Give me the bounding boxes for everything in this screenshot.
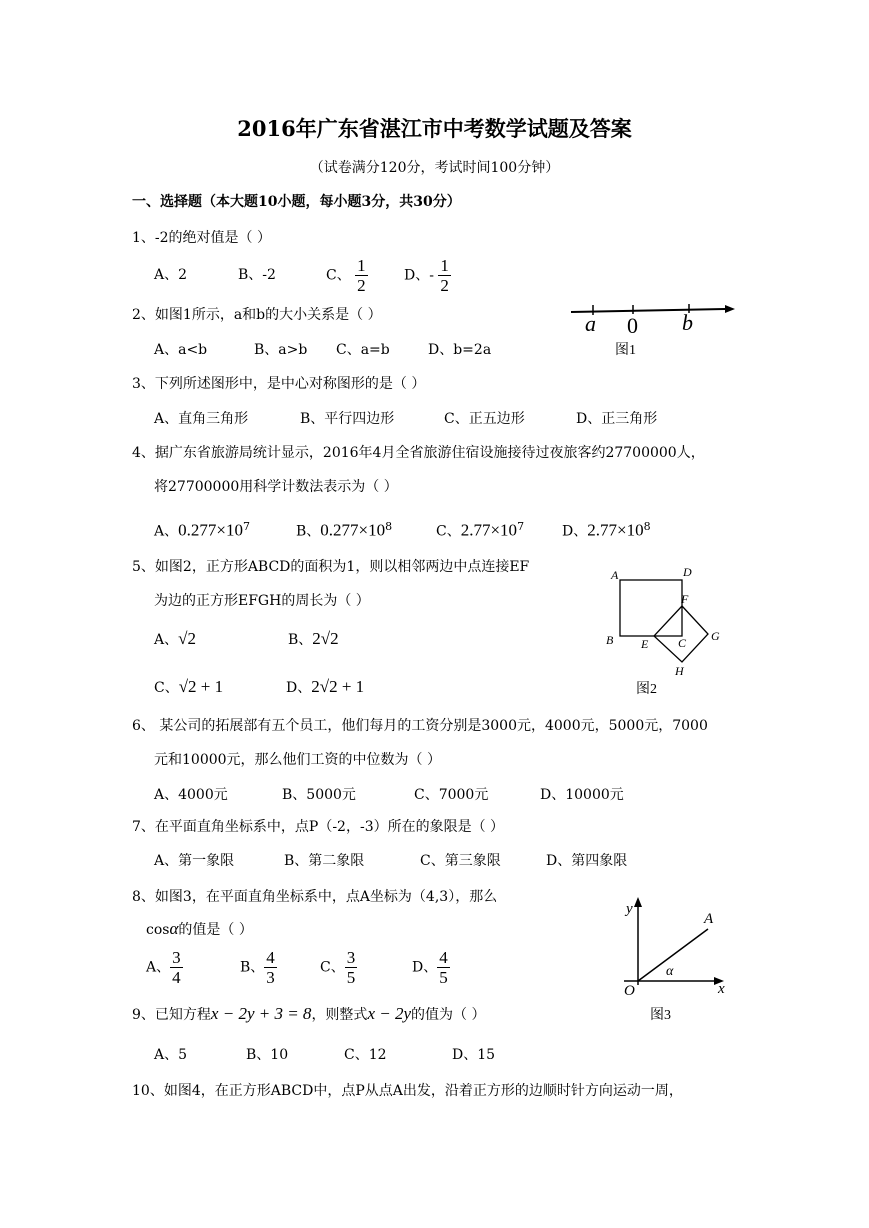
q7-option-a: A、第一象限 xyxy=(154,853,235,869)
q5-option-a: A、√2 xyxy=(154,629,196,648)
fig2-label-E: E xyxy=(641,637,649,651)
q6-option-a: A、4000元 xyxy=(154,787,228,803)
question-9-stem: 9、已知方程x − 2y + 3 = 8，则整式x − 2y的值为（ ） xyxy=(132,1004,486,1023)
q8-option-a: A、 $\frac{3}{4}$ xyxy=(146,948,181,987)
question-3-stem: 3、下列所述图形中，是中心对称图形的是（ ） xyxy=(132,376,426,392)
section-heading: 一、选择题（本大题10小题，每小题3分，共30分） xyxy=(132,194,461,210)
q1-c-label: C、 xyxy=(326,267,351,284)
q6-option-b: B、5000元 xyxy=(282,787,356,803)
fig1-label-a: a xyxy=(585,311,596,336)
fig2-label-H: H xyxy=(675,664,684,678)
q8-option-b: B、 $\frac{4}{3}$ xyxy=(240,948,275,987)
q2-option-d: D、b=2a xyxy=(428,342,492,358)
figure-2-squares xyxy=(600,562,730,702)
question-5-stem-line2: 为边的正方形EFGH的周长为（ ） xyxy=(154,593,370,609)
q1-option-c xyxy=(326,256,368,295)
fig2-label-C: C xyxy=(678,636,687,650)
figure-3-coordinate-plane xyxy=(612,893,742,1028)
q4-option-d: D、$2.77\times 10^8$ xyxy=(562,520,651,540)
q2-option-a: A、a<b xyxy=(154,342,208,358)
question-8-stem-line1: 8、如图3，在平面直角坐标系中，点A坐标为（4,3），那么 xyxy=(132,889,498,905)
fig3-label-O: O xyxy=(624,983,635,999)
question-4-stem-line2: 将27700000用科学计数法表示为（ ） xyxy=(154,479,398,495)
q1-c-fraction: $\frac{1}{2}$ xyxy=(357,256,366,295)
q3-option-d: D、正三角形 xyxy=(576,411,658,427)
q1-d-fraction: $\frac{1}{2}$ xyxy=(440,256,449,295)
q1-option-d xyxy=(404,256,451,295)
fig2-caption: 图2 xyxy=(636,682,657,697)
fig2-label-A: A xyxy=(611,568,619,582)
question-1-stem: 1、-2的绝对值是（ ） xyxy=(132,230,271,246)
q6-option-d: D、10000元 xyxy=(540,787,624,803)
q7-option-d: D、第四象限 xyxy=(546,853,628,869)
fig2-label-F: F xyxy=(681,592,689,606)
q2-option-c: C、a=b xyxy=(336,342,390,358)
q9-option-b: B、10 xyxy=(246,1047,289,1063)
fig3-label-x: x xyxy=(718,981,725,997)
q2-option-b: B、a>b xyxy=(254,342,308,358)
question-4-stem-line1: 4、据广东省旅游局统计显示，2016年4月全省旅游住宿设施接待过夜旅客约27700000人， xyxy=(132,445,705,461)
q4-option-a: A、$0.277\times 10^7$ xyxy=(154,520,250,540)
q8-option-c: C、 $\frac{3}{5}$ xyxy=(320,948,356,987)
q5-option-b: B、2√2 xyxy=(288,629,339,648)
q1-d-label: D、- xyxy=(404,267,434,284)
exam-info: （试卷满分120分，考试时间100分钟） xyxy=(309,160,560,176)
q9-option-d: D、15 xyxy=(452,1047,496,1063)
fig3-label-A: A xyxy=(704,911,714,927)
fig3-caption: 图3 xyxy=(650,1008,671,1023)
fig2-label-B: B xyxy=(606,633,614,647)
figure-1-number-line xyxy=(565,295,740,365)
q4-option-c: C、$2.77\times 10^7$ xyxy=(436,520,525,540)
fig1-label-b: b xyxy=(682,310,693,335)
fig1-caption: 图1 xyxy=(615,343,636,358)
q8-option-d: D、 $\frac{4}{5}$ xyxy=(412,948,448,987)
q9-option-c: C、12 xyxy=(344,1047,387,1063)
q6-option-c: C、7000元 xyxy=(414,787,489,803)
fig3-label-alpha: α xyxy=(666,964,674,979)
question-8-stem-line2: cosα的值是（ ） xyxy=(146,919,253,938)
q3-option-b: B、平行四边形 xyxy=(300,411,395,427)
question-5-stem-line1: 5、如图2，正方形ABCD的面积为1，则以相邻两边中点连接EF xyxy=(132,559,530,575)
q5-option-d: D、2√2 + 1 xyxy=(286,677,365,696)
q3-option-a: A、直角三角形 xyxy=(154,411,249,427)
q5-option-c: C、√2 + 1 xyxy=(154,677,224,696)
question-7-stem: 7、在平面直角坐标系中，点P（-2，-3）所在的象限是（ ） xyxy=(132,819,505,835)
fig2-label-D: D xyxy=(683,565,692,579)
q1-option-a: A、2 xyxy=(154,267,188,283)
q3-option-c: C、正五边形 xyxy=(444,411,525,427)
fig2-label-G: G xyxy=(711,629,720,643)
q1-option-b: B、-2 xyxy=(238,267,276,283)
question-6-stem-line1: 6、 某公司的拓展部有五个员工，他们每月的工资分别是3000元，4000元，5000元，7000 xyxy=(132,718,708,734)
fig3-label-y: y xyxy=(626,901,633,917)
question-6-stem-line2: 元和10000元，那么他们工资的中位数为（ ） xyxy=(154,752,441,768)
q7-option-b: B、第二象限 xyxy=(284,853,365,869)
fig1-label-0: 0 xyxy=(627,313,638,338)
question-10-stem: 10、如图4，在正方形ABCD中，点P从点A出发，沿着正方形的边顺时针方向运动一周， xyxy=(132,1083,683,1099)
question-2-stem: 2、如图1所示，a和b的大小关系是（ ） xyxy=(132,307,382,323)
q9-option-a: A、5 xyxy=(154,1047,188,1063)
q7-option-c: C、第三象限 xyxy=(420,853,501,869)
page-title: 2016年广东省湛江市中考数学试题及答案 xyxy=(237,116,632,141)
q4-option-b: B、$0.277\times 10^8$ xyxy=(296,520,393,540)
